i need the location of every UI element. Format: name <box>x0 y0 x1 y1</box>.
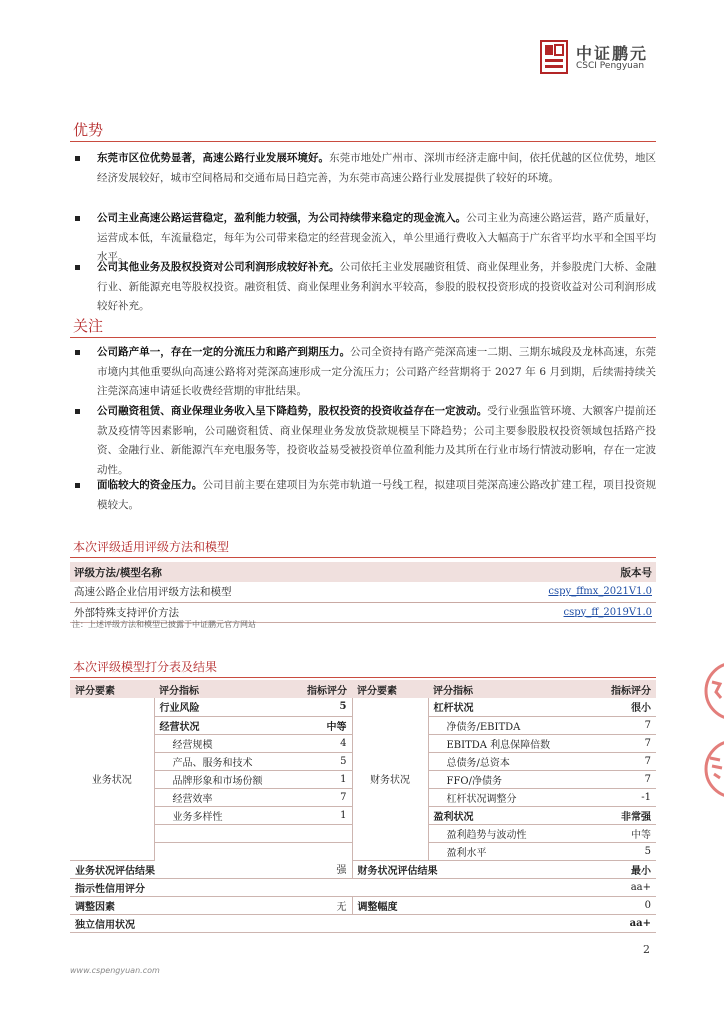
indicator-score: 1 <box>274 770 352 788</box>
adjust-range-label: 调整幅度 <box>352 896 568 914</box>
methods-title: 本次评级适用评级方法和模型 <box>73 540 230 554</box>
indicator-name: 经营效率 <box>154 788 274 806</box>
indicator-score: 5 <box>568 842 656 860</box>
financial-result-label: 财务状况评估结果 <box>352 860 568 878</box>
summary-row <box>70 878 656 896</box>
concerns-divider <box>70 337 656 338</box>
header-indicator: 评分指标 <box>428 680 568 698</box>
adjust-range: 0 <box>568 896 656 914</box>
indicator-score: 5 <box>274 698 352 716</box>
indicator-name: 产品、服务和技术 <box>154 752 274 770</box>
indicator-score <box>274 824 352 842</box>
business-factor-label: 业务状况 <box>70 698 154 860</box>
bullet-square-icon <box>75 216 80 221</box>
adjust-factor-label: 调整因素 <box>70 896 274 914</box>
indicator-name: EBITDA 利息保障倍数 <box>428 734 568 752</box>
indicator-score: 7 <box>568 752 656 770</box>
scorecard-title: 本次评级模型打分表及结果 <box>73 660 218 674</box>
header-score: 指标评分 <box>568 680 656 698</box>
indicative-score-label: 指示性信用评分 <box>70 878 568 896</box>
bullet-square-icon <box>75 483 80 488</box>
indicator-score: 7 <box>274 788 352 806</box>
indicator-name: 杠杆状况 <box>428 698 568 716</box>
concern-item <box>72 343 656 402</box>
strength-item-bold: 公司主业高速公路运营稳定，盈利能力较强，为公司持续带来稳定的现金流入。 <box>97 212 467 224</box>
header-score: 指标评分 <box>274 680 352 698</box>
strengths-title: 优势 <box>73 121 104 139</box>
indicator-name: 总债务/总资本 <box>428 752 568 770</box>
indicator-score: 中等 <box>568 824 656 842</box>
page-number: 2 <box>643 943 650 956</box>
concern-item-bold: 公司路产单一，存在一定的分流压力和路产到期压力。 <box>97 346 351 358</box>
indicator-name: 经营状况 <box>154 716 274 734</box>
indicator-name: FFO/净债务 <box>428 770 568 788</box>
standalone-credit: aa+ <box>568 914 656 932</box>
summary-row <box>70 896 656 914</box>
financial-factor-label: 财务状况 <box>352 698 428 860</box>
indicator-score: 7 <box>568 734 656 752</box>
concern-item-bold: 面临较大的资金压力。 <box>97 479 203 491</box>
header-factor: 评分要素 <box>352 680 428 698</box>
indicator-score: 7 <box>568 770 656 788</box>
financial-result: 最小 <box>568 860 656 878</box>
methods-col-version: 版本号 <box>420 562 656 582</box>
table-row <box>70 698 656 716</box>
indicator-score: -1 <box>568 788 656 806</box>
concern-item <box>72 476 656 515</box>
standalone-credit-label: 独立信用状况 <box>70 914 568 932</box>
indicator-name: 盈利趋势与波动性 <box>428 824 568 842</box>
methods-note: 注：上述评级方法和模型已披露于中证鹏元官方网站 <box>72 620 256 629</box>
strengths-divider <box>70 141 656 142</box>
strength-item <box>72 258 656 317</box>
concern-item-text: 公司目前主要在建项目为东莞市轨道一号线工程，拟建项目莞深高速公路改扩建工程，项目投资规模较大。 <box>97 479 657 511</box>
method-name: 高速公路企业信用评级方法和模型 <box>70 582 420 602</box>
table-row <box>70 582 656 602</box>
company-logo <box>540 40 690 74</box>
summary-row <box>70 914 656 932</box>
logo-seal-icon <box>540 40 568 74</box>
indicator-score: 很小 <box>568 698 656 716</box>
indicator-score: 1 <box>274 806 352 824</box>
indicator-name: 品牌形象和市场份额 <box>154 770 274 788</box>
method-name: 外部特殊支持评价方法 <box>70 602 420 622</box>
methods-divider <box>70 557 656 558</box>
footer-url[interactable]: www.cspengyuan.com <box>70 966 160 975</box>
method-version-link[interactable]: cspy_ffmx_2021V1.0 <box>420 582 656 602</box>
concern-item <box>72 402 656 480</box>
indicator-score: 4 <box>274 734 352 752</box>
indicator-name <box>154 842 274 860</box>
indicator-score <box>274 842 352 860</box>
indicator-score: 7 <box>568 716 656 734</box>
indicator-score: 5 <box>274 752 352 770</box>
strength-item-text: 公司依托主业发展融资租赁、商业保理业务，并参股虎门大桥、金融行业、新能源充电等股权投资。融资租赁、商业保理业务利润水平较高，参股的股权投资形成的投资收益对公司利润形成较好补充。 <box>97 261 657 312</box>
strength-item-bold: 东莞市区位优势显著，高速公路行业发展环境好。 <box>97 152 330 164</box>
business-result-label: 业务状况评估结果 <box>70 860 274 878</box>
strength-item-bold: 公司其他业务及股权投资对公司利润形成较好补充。 <box>97 261 340 273</box>
strength-item <box>72 149 656 188</box>
methods-table <box>70 562 656 623</box>
indicator-name: 经营规模 <box>154 734 274 752</box>
logo-en-text: CSCI Pengyuan <box>576 61 645 71</box>
indicator-name: 盈利水平 <box>428 842 568 860</box>
bullet-square-icon <box>75 265 80 270</box>
adjust-factor: 无 <box>274 896 352 914</box>
business-result: 强 <box>274 860 352 878</box>
indicator-score: 中等 <box>274 716 352 734</box>
indicator-name <box>154 824 274 842</box>
strength-item-text: 公司主业为高速公路运营，路产质量好，运营成本低，车流量稳定，每年为公司带来稳定的经营现金流入，单公里通行费收入大幅高于广东省平均水平和全国平均水平。 <box>97 212 657 263</box>
seal-stamp-icon <box>690 660 724 722</box>
bullet-square-icon <box>75 350 80 355</box>
logo-cn-text: 中证鹏元 <box>576 44 649 63</box>
strength-item-text: 东莞市地处广州市、深圳市经济走廊中间，依托优越的区位优势，地区经济发展较好，城市空间格局和交通布局日趋完善，为东莞市高速公路行业发展提供了较好的环境。 <box>97 152 657 184</box>
summary-row <box>70 860 656 878</box>
indicative-score: aa+ <box>568 878 656 896</box>
concerns-title: 关注 <box>73 317 104 335</box>
method-version-link[interactable]: cspy_ff_2019V1.0 <box>420 602 656 622</box>
header-indicator: 评分指标 <box>154 680 274 698</box>
header-factor: 评分要素 <box>70 680 154 698</box>
indicator-name: 净债务/EBITDA <box>428 716 568 734</box>
scorecard-divider <box>70 677 656 678</box>
methods-header-row <box>70 562 656 582</box>
concern-item-bold: 公司融资租赁、商业保理业务收入呈下降趋势，股权投资的投资收益存在一定波动。 <box>97 405 488 417</box>
seal-stamp-icon <box>690 738 724 800</box>
indicator-score: 非常强 <box>568 806 656 824</box>
indicator-name: 业务多样性 <box>154 806 274 824</box>
indicator-name: 杠杆状况调整分 <box>428 788 568 806</box>
scorecard-table <box>70 680 656 933</box>
concern-item-text: 受行业强监管环境、大额客户提前还款及疫情等因素影响，公司融资租赁、商业保理业务发放贷款规模呈下降趋势；公司主要参股股权投资领域包括路产投资、金融行业、新能源汽车充电服务等，投资收益易受被投资单位盈利能力及其所在行业市场行情波动影响，存在一定波动性。 <box>97 405 657 476</box>
bullet-square-icon <box>75 409 80 414</box>
indicator-name: 行业风险 <box>154 698 274 716</box>
bullet-square-icon <box>75 156 80 161</box>
scorecard-header-row <box>70 680 656 698</box>
methods-col-name: 评级方法/模型名称 <box>70 562 420 582</box>
concern-item-text: 公司全资持有路产莞深高速一二期、三期东城段及龙林高速，东莞市境内其他重要纵向高速公路将对莞深高速形成一定分流压力；公司路产经营期将于 2027 年 6 月到期，后续需持续关注莞深高速申请延长收费经营期的审批结果。 <box>97 346 657 397</box>
indicator-name: 盈利状况 <box>428 806 568 824</box>
